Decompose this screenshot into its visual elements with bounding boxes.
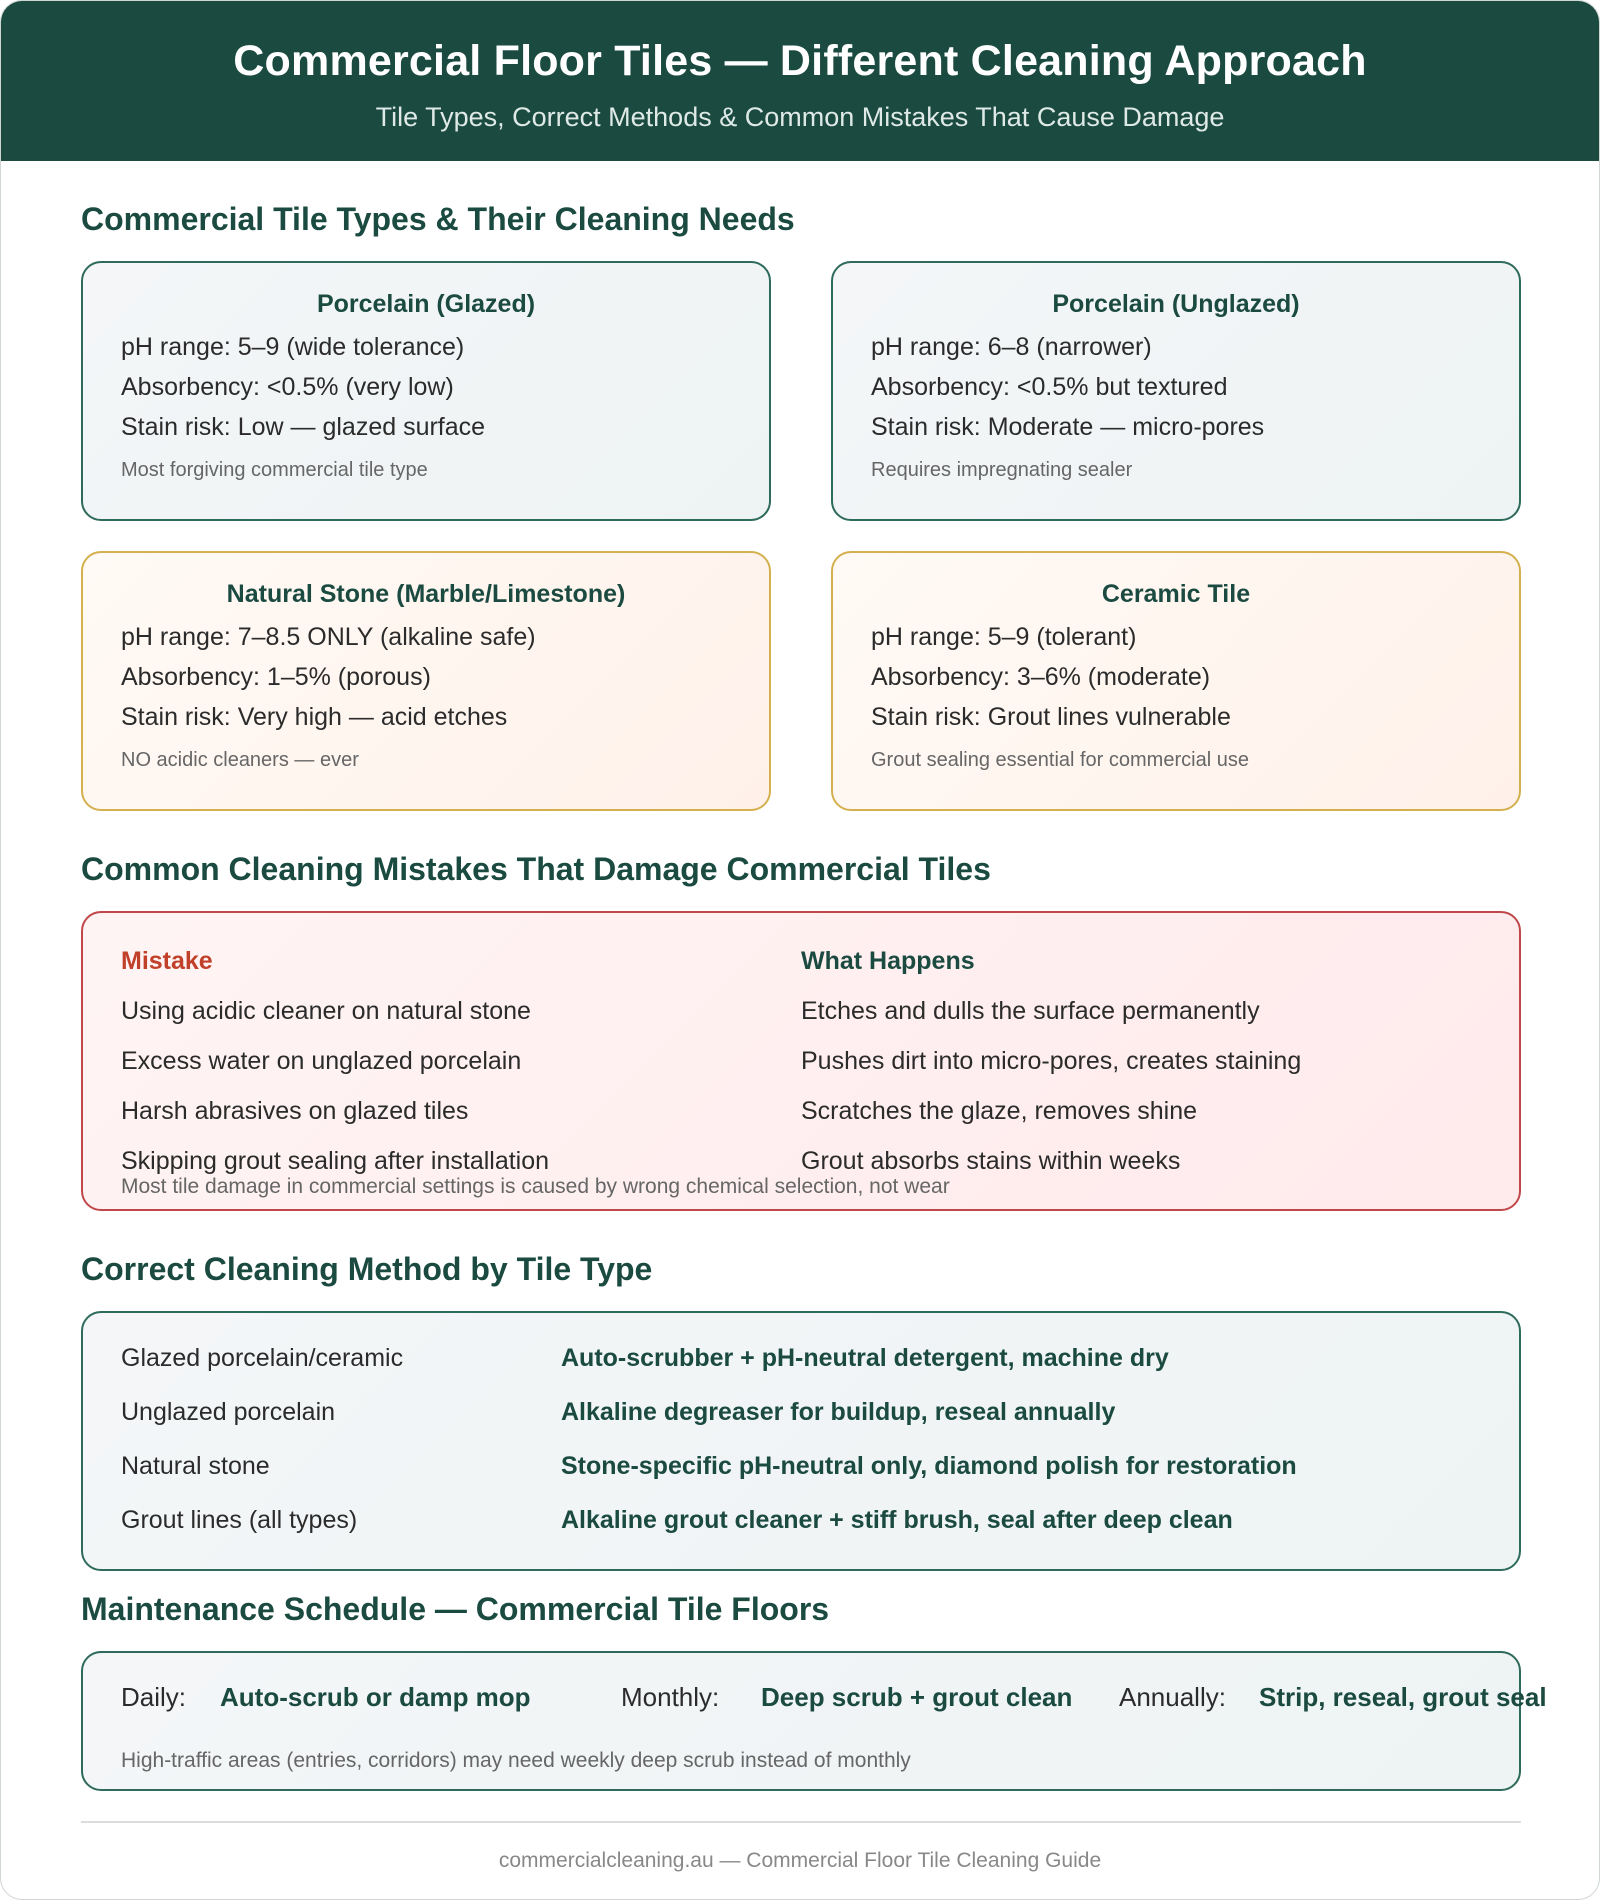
tile-absorbency: Absorbency: <0.5% (very low) xyxy=(121,373,454,401)
method-description: Alkaline degreaser for buildup, reseal annually xyxy=(561,1398,1116,1426)
schedule-monthly-value: Deep scrub + grout clean xyxy=(761,1682,1073,1712)
tile-ph-range: pH range: 5–9 (wide tolerance) xyxy=(121,333,465,361)
method-description: Alkaline grout cleaner + stiff brush, seal after deep clean xyxy=(561,1506,1233,1534)
method-tile-type: Grout lines (all types) xyxy=(121,1506,358,1534)
header-banner xyxy=(1,1,1599,161)
schedule-annually-value: Strip, reseal, grout seal xyxy=(1259,1682,1547,1712)
page-subtitle: Tile Types, Correct Methods & Common Mistakes That Cause Damage xyxy=(375,102,1225,132)
tile-card-porcelain-unglazed xyxy=(831,261,1521,521)
tile-note: Grout sealing essential for commercial use xyxy=(871,749,1249,771)
schedule-annually-label: Annually: xyxy=(1119,1682,1226,1712)
results-column-header: What Happens xyxy=(801,947,975,975)
method-tile-type: Glazed porcelain/ceramic xyxy=(121,1344,404,1372)
mistakes-note: Most tile damage in commercial settings is caused by wrong chemical selection, not wear xyxy=(121,1175,950,1198)
schedule-panel xyxy=(81,1651,1547,1791)
section-title-methods: Correct Cleaning Method by Tile Type xyxy=(81,1251,653,1287)
mistakes-panel xyxy=(81,911,1521,1211)
schedule-note: High-traffic areas (entries, corridors) may need weekly deep scrub instead of monthly xyxy=(121,1749,911,1772)
results-column xyxy=(801,941,1301,1191)
result-item: Grout absorbs stains within weeks xyxy=(801,1147,1181,1175)
result-item: Etches and dulls the surface permanently xyxy=(801,997,1260,1025)
tile-note: Most forgiving commercial tile type xyxy=(121,459,428,481)
tile-card-natural-stone xyxy=(81,551,771,811)
section-title-mistakes: Common Cleaning Mistakes That Damage Commercial Tiles xyxy=(81,851,991,887)
tile-ph-range: pH range: 6–8 (narrower) xyxy=(871,333,1152,361)
tile-absorbency: Absorbency: 3–6% (moderate) xyxy=(871,663,1211,691)
schedule-daily-label: Daily: xyxy=(121,1682,187,1712)
tile-note: Requires impregnating sealer xyxy=(871,459,1133,481)
footer-divider xyxy=(81,1821,1521,1823)
tile-ph-range: pH range: 7–8.5 ONLY (alkaline safe) xyxy=(121,623,536,651)
tile-card-title: Natural Stone (Marble/Limestone) xyxy=(226,580,626,608)
tile-card-title: Porcelain (Glazed) xyxy=(316,290,536,318)
tile-stain-risk: Stain risk: Grout lines vulnerable xyxy=(871,703,1231,731)
footer-text: commercialcleaning.au — Commercial Floor Tile Cleaning Guide xyxy=(498,1849,1102,1872)
page-title: Commercial Floor Tiles — Different Cleaning Approach xyxy=(233,37,1367,85)
methods-panel xyxy=(81,1311,1521,1571)
schedule-daily-value: Auto-scrub or damp mop xyxy=(220,1682,531,1712)
tile-card-title: Ceramic Tile xyxy=(1101,580,1251,608)
tile-card-porcelain-glazed xyxy=(81,261,771,521)
mistake-item: Skipping grout sealing after installation xyxy=(121,1147,550,1175)
method-description: Auto-scrubber + pH-neutral detergent, machine dry xyxy=(561,1344,1169,1372)
tile-card-title: Porcelain (Unglazed) xyxy=(1052,290,1300,318)
result-item: Scratches the glaze, removes shine xyxy=(801,1097,1198,1125)
tile-stain-risk: Stain risk: Very high — acid etches xyxy=(121,703,508,731)
section-title-schedule: Maintenance Schedule — Commercial Tile Floors xyxy=(81,1591,830,1627)
tile-stain-risk: Stain risk: Low — glazed surface xyxy=(121,413,486,441)
section-title-tile-types: Commercial Tile Types & Their Cleaning Needs xyxy=(81,201,795,237)
tile-note: NO acidic cleaners — ever xyxy=(121,749,359,771)
mistake-item: Using acidic cleaner on natural stone xyxy=(121,997,531,1025)
schedule-monthly-label: Monthly: xyxy=(621,1682,720,1712)
method-description: Stone-specific pH-neutral only, diamond polish for restoration xyxy=(561,1452,1297,1480)
tile-ph-range: pH range: 5–9 (tolerant) xyxy=(871,623,1137,651)
mistake-item: Harsh abrasives on glazed tiles xyxy=(121,1097,469,1125)
tile-absorbency: Absorbency: 1–5% (porous) xyxy=(121,663,431,691)
method-tile-type: Natural stone xyxy=(121,1452,270,1480)
tile-stain-risk: Stain risk: Moderate — micro-pores xyxy=(871,413,1265,441)
result-item: Pushes dirt into micro-pores, creates staining xyxy=(801,1047,1302,1075)
mistake-item: Excess water on unglazed porcelain xyxy=(121,1047,522,1075)
tile-absorbency: Absorbency: <0.5% but textured xyxy=(871,373,1228,401)
mistakes-column xyxy=(121,941,549,1191)
mistakes-column-header: Mistake xyxy=(121,947,213,975)
method-tile-type: Unglazed porcelain xyxy=(121,1398,336,1426)
tile-card-ceramic xyxy=(831,551,1521,811)
